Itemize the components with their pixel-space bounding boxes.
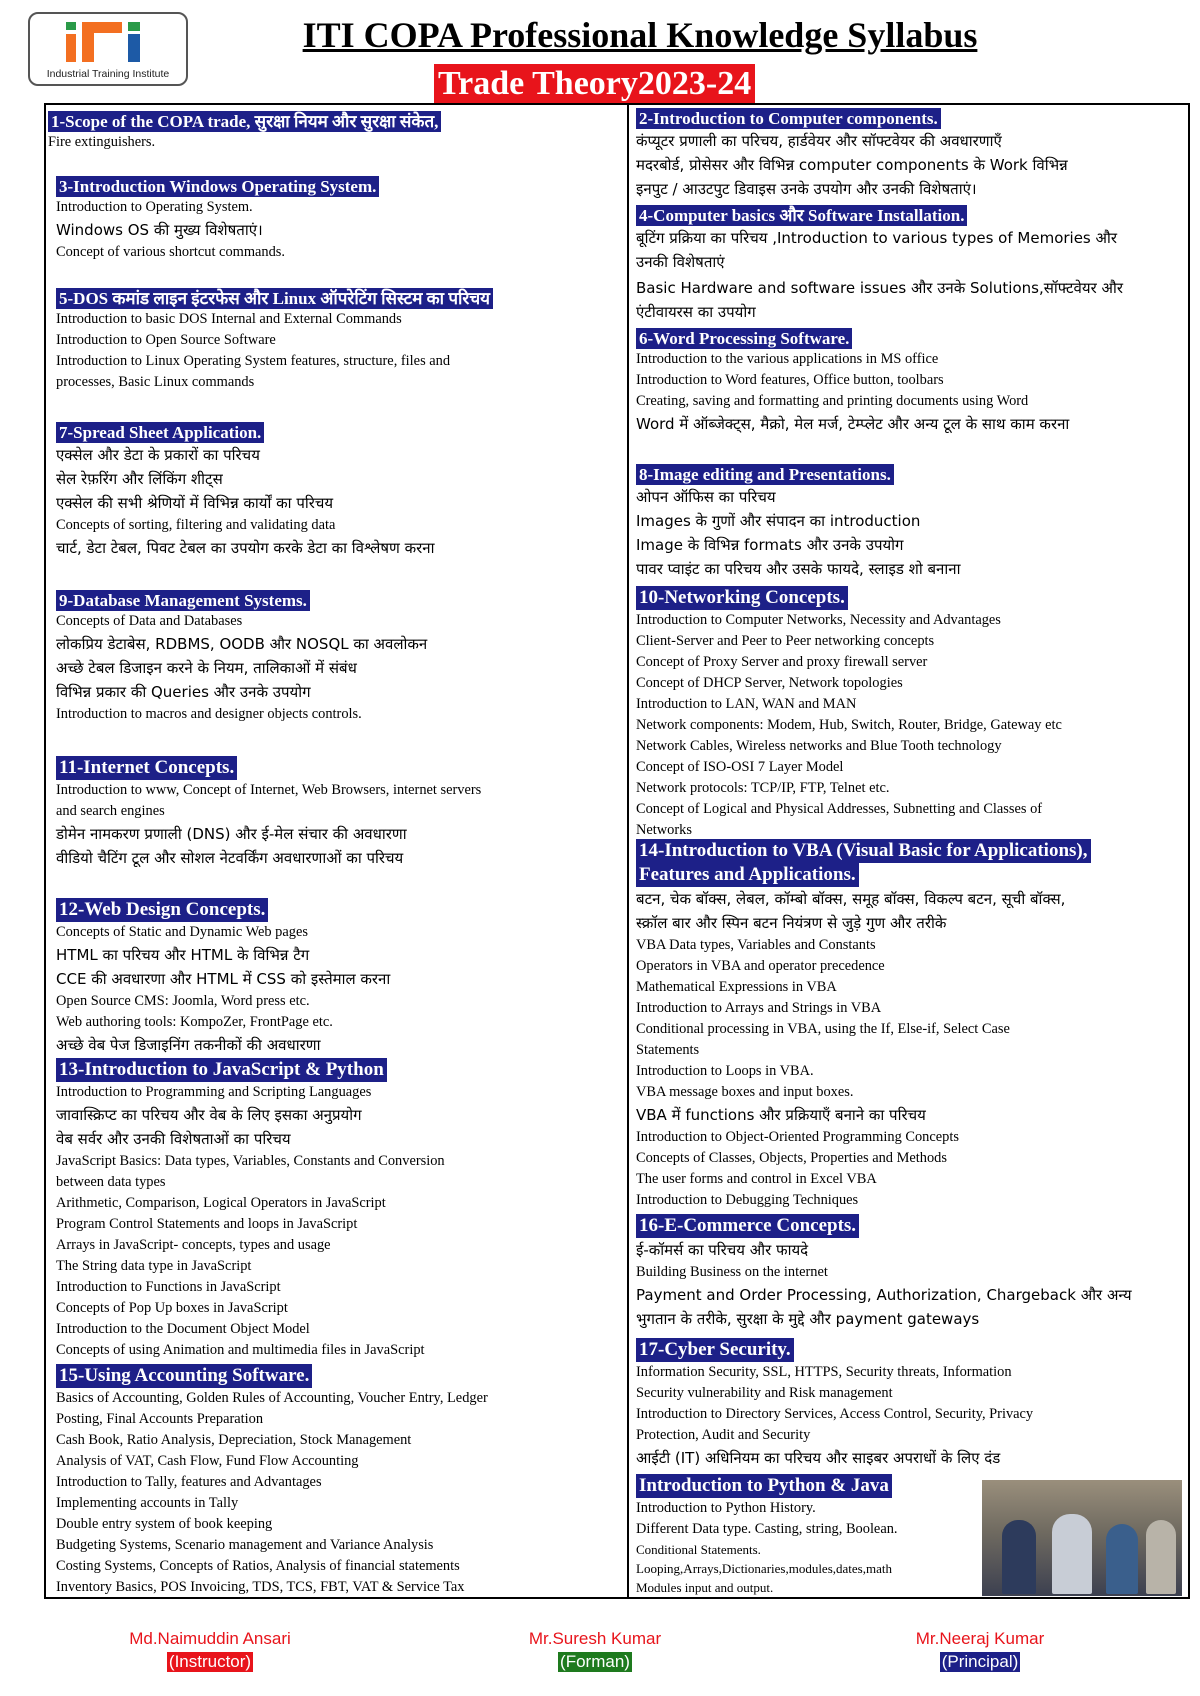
section-line: Concept of various shortcut commands. (56, 244, 286, 260)
section-line: Concepts of Pop Up boxes in JavaScript (56, 1300, 288, 1316)
section-line: वेब सर्वर और उनकी विशेषताओं का परिचय (56, 1130, 291, 1148)
section-line: Program Control Statements and loops in JavaScript (56, 1216, 358, 1232)
section-line: Arrays in JavaScript- concepts, types and usage (56, 1237, 331, 1253)
section-line: Concepts of using Animation and multimedia files in JavaScript (56, 1342, 425, 1358)
section-line: Images के गुणों और संपादन का introduction (636, 512, 921, 530)
section-heading: 3-Introduction Windows Operating System. (56, 176, 379, 197)
section-line: चार्ट, डेटा टेबल, पिवट टेबल का उपयोग करके डेटा का विश्लेषण करना (56, 539, 435, 557)
page-subtitle: Trade Theory2023-24 (434, 64, 755, 104)
section-heading: 14-Introduction to VBA (Visual Basic for Applications), (636, 839, 1091, 863)
section-line: Concept of ISO-OSI 7 Layer Model (636, 759, 844, 775)
section-line: विभिन्न प्रकार की Queries और उनके उपयोग (56, 683, 311, 701)
section-line: Budgeting Systems, Scenario management and Variance Analysis (56, 1537, 434, 1553)
section-line: Introduction to Linux Operating System features, structure, files and (56, 353, 451, 369)
section-17 (636, 1338, 1033, 1470)
section-line: Mathematical Expressions in VBA (636, 979, 837, 995)
section-16 (636, 1214, 1132, 1331)
section-6 (636, 328, 1069, 436)
section-line: एंटीवायरस का उपयोग (636, 303, 756, 321)
section-line: Introduction to Operating System. (56, 199, 253, 215)
section-line: Operators in VBA and operator precedence (636, 958, 885, 974)
section-12 (56, 898, 390, 1057)
section-line: Client-Server and Peer to Peer networking concepts (636, 633, 935, 649)
section-line: Inventory Basics, POS Invoicing, TDS, TCS, FBT, VAT & Service Tax (56, 1579, 465, 1595)
signature-role: (Forman) (560, 1652, 630, 1671)
section-line: Posting, Final Accounts Preparation (56, 1411, 264, 1427)
section-heading: 7-Spread Sheet Application. (56, 422, 264, 443)
section-line: Introduction to Python History. (636, 1500, 816, 1516)
section-line: मदरबोर्ड, प्रोसेसर और विभिन्न computer components के Work विभिन्न (636, 156, 1068, 174)
section-line: कंप्यूटर प्रणाली का परिचय, हार्डवेयर और सॉफ्टवेयर की अवधारणाएँ (636, 132, 1002, 150)
section-heading: 12-Web Design Concepts. (56, 898, 268, 922)
section-8 (636, 464, 960, 581)
signature-instructor (100, 1628, 320, 1672)
section-line: Concept of DHCP Server, Network topologies (636, 675, 903, 691)
section-line: Different Data type. Casting, string, Boolean. (636, 1521, 898, 1537)
section-line: Introduction to Word features, Office button, toolbars (636, 372, 944, 388)
section-line: ओपन ऑफिस का परिचय (636, 488, 776, 506)
section-line: Cash Book, Ratio Analysis, Depreciation, Stock Management (56, 1432, 412, 1448)
section-line: Basics of Accounting, Golden Rules of Accounting, Voucher Entry, Ledger (56, 1390, 488, 1406)
section-line: पावर प्वाइंट का परिचय और उसके फायदे, स्लाइड शो बनाना (636, 560, 961, 578)
section-line: Introduction to basic DOS Internal and External Commands (56, 311, 402, 327)
section-line: अच्छे टेबल डिजाइन करने के नियम, तालिकाओं में संबंध (56, 659, 357, 677)
section-line: डोमेन नामकरण प्रणाली (DNS) और ई-मेल संचार की अवधारणा (56, 825, 407, 843)
section-line: Introduction to Functions in JavaScript (56, 1279, 281, 1295)
section-heading: 13-Introduction to JavaScript & Python (56, 1058, 387, 1082)
section-line: Conditional processing in VBA, using the If, Else-if, Select Case (636, 1021, 1010, 1037)
section-heading: 6-Word Processing Software. (636, 328, 852, 349)
section-heading: 11-Internet Concepts. (56, 756, 237, 780)
section-line: भुगतान के तरीके, सुरक्षा के मुद्दे और payment gateways (636, 1310, 980, 1328)
section-4 (636, 205, 1123, 324)
section-line: Creating, saving and formatting and printing documents using Word (636, 393, 1029, 409)
section-line: Introduction to Arrays and Strings in VBA (636, 1000, 882, 1016)
section-heading: 9-Database Management Systems. (56, 590, 310, 611)
section-line: Image के विभिन्न formats और उनके उपयोग (636, 536, 904, 554)
section-line: बूटिंग प्रक्रिया का परिचय ,Introduction to various types of Memories और (636, 229, 1117, 247)
section-line: Information Security, SSL, HTTPS, Security threats, Information (636, 1364, 1012, 1380)
section-line: Basic Hardware and software issues और उनके Solutions,सॉफ्टवेयर और (636, 279, 1123, 297)
section-13 (56, 1058, 445, 1361)
section-heading: 4-Computer basics और Software Installation. (636, 205, 967, 226)
section-heading: 17-Cyber Security. (636, 1338, 794, 1362)
section-line: Introduction to the various applications in MS office (636, 351, 939, 367)
section-line: Costing Systems, Concepts of Ratios, Analysis of financial statements (56, 1558, 460, 1574)
section-line: and search engines (56, 803, 165, 819)
signature-role: (Principal) (941, 1652, 1019, 1671)
section-10 (636, 586, 1062, 841)
section-line: Open Source CMS: Joomla, Word press etc. (56, 993, 310, 1009)
section-line: HTML का परिचय और HTML के विभिन्न टैग (56, 946, 310, 964)
logo-caption: Industrial Training Institute (46, 68, 170, 80)
section-line: Network components: Modem, Hub, Switch, Router, Bridge, Gateway etc (636, 717, 1062, 733)
section-9 (56, 590, 427, 725)
section-5 (56, 288, 493, 393)
iti-logo-mark (64, 20, 156, 64)
section-line: Payment and Order Processing, Authorization, Chargeback और अन्य (636, 1286, 1132, 1304)
iti-logo (28, 12, 188, 86)
section-line: Double entry system of book keeping (56, 1516, 273, 1532)
section-line: processes, Basic Linux commands (56, 374, 255, 390)
section-line: Networks (636, 822, 692, 838)
signature-role: (Instructor) (168, 1652, 252, 1671)
section-line: Introduction to Open Source Software (56, 332, 276, 348)
section-line: एक्सेल की सभी श्रेणियों में विभिन्न कार्यों का परिचय (56, 494, 334, 512)
section-line: लोकप्रिय डेटाबेस, RDBMS, OODB और NOSQL का अवलोकन (56, 635, 428, 653)
section-line: आईटी (IT) अधिनियम का परिचय और साइबर अपराधों के लिए दंड (636, 1449, 1001, 1467)
section-heading: 1-Scope of the COPA trade, सुरक्षा नियम और सुरक्षा संकेत, (48, 111, 441, 132)
section-14 (636, 839, 1091, 1211)
section-15 (56, 1364, 488, 1598)
section-line: Concepts of Data and Databases (56, 613, 243, 629)
section-heading: 5-DOS कमांड लाइन इंटरफेस और Linux ऑपरेटिंग सिस्टम का परिचय (56, 288, 493, 309)
section-line: VBA message boxes and input boxes. (636, 1084, 854, 1100)
section-line: जावास्क्रिप्ट का परिचय और वेब के लिए इसका अनुप्रयोग (56, 1106, 362, 1124)
section-heading: 10-Networking Concepts. (636, 586, 848, 610)
section-1 (48, 111, 441, 153)
section-line: स्क्रॉल बार और स्पिन बटन नियंत्रण से जुड़े गुण और तरीके (636, 914, 947, 932)
section-7 (56, 422, 435, 560)
section-line: Introduction to Directory Services, Access Control, Security, Privacy (636, 1406, 1034, 1422)
section-line: Introduction to Tally, features and Advantages (56, 1474, 322, 1490)
section-line: Network protocols: TCP/IP, FTP, Telnet etc. (636, 780, 890, 796)
section-heading: 16-E-Commerce Concepts. (636, 1214, 859, 1238)
section-line: CCE की अवधारणा और HTML में CSS को इस्तेमाल करना (56, 970, 391, 988)
section-line: Word में ऑब्जेक्ट्स, मैक्रो, मेल मर्ज, टेम्प्लेट और अन्य टूल के साथ काम करना (636, 415, 1070, 433)
section-heading-cont: Features and Applications. (636, 863, 859, 887)
section-line: between data types (56, 1174, 166, 1190)
section-line: सेल रेफ़रिंग और लिंकिंग शीट्स (56, 470, 223, 488)
section-heading: 8-Image editing and Presentations. (636, 464, 894, 485)
section-line: Concepts of Classes, Objects, Properties and Methods (636, 1150, 947, 1166)
section-heading: Introduction to Python & Java (636, 1474, 892, 1498)
section-line: Windows OS की मुख्य विशेषताएं। (56, 221, 263, 239)
signature-name: Mr.Suresh Kumar (528, 1629, 662, 1648)
section-line: एक्सेल और डेटा के प्रकारों का परिचय (56, 446, 260, 464)
section-line: ई-कॉमर्स का परिचय और फायदे (636, 1241, 809, 1259)
section-line: Protection, Audit and Security (636, 1427, 811, 1443)
section-line: उनकी विशेषताएं (636, 253, 725, 271)
section-line: Introduction to LAN, WAN and MAN (636, 696, 857, 712)
section-line: Looping,Arrays,Dictionaries,modules,dates,math (636, 1561, 892, 1576)
section-line: The String data type in JavaScript (56, 1258, 252, 1274)
section-line: Fire extinguishers. (48, 134, 156, 150)
section-line: The user forms and control in Excel VBA (636, 1171, 877, 1187)
section-line: VBA में functions और प्रक्रियाएँ बनाने का परिचय (636, 1106, 926, 1124)
section-line: Implementing accounts in Tally (56, 1495, 239, 1511)
page-title: ITI COPA Professional Knowledge Syllabus (302, 15, 978, 55)
section-line: Introduction to Debugging Techniques (636, 1192, 859, 1208)
section-python-java (636, 1474, 898, 1597)
section-line: इनपुट / आउटपुट डिवाइस उनके उपयोग और उनकी विशेषताएं। (636, 180, 977, 198)
section-line: Introduction to Programming and Scripting Languages (56, 1084, 372, 1100)
signature-forman (490, 1628, 700, 1672)
signature-name: Md.Naimuddin Ansari (129, 1629, 291, 1648)
section-line: Introduction to the Document Object Model (56, 1321, 310, 1337)
classroom-photo (982, 1480, 1182, 1596)
section-3 (56, 176, 379, 263)
section-line: Statements (636, 1042, 700, 1058)
section-line: Arithmetic, Comparison, Logical Operators in JavaScript (56, 1195, 386, 1211)
section-heading: 15-Using Accounting Software. (56, 1364, 312, 1388)
section-line: Concepts of Static and Dynamic Web pages (56, 924, 308, 940)
section-line: Security vulnerability and Risk management (636, 1385, 893, 1401)
section-line: Introduction to Loops in VBA. (636, 1063, 814, 1079)
section-line: Introduction to Computer Networks, Necessity and Advantages (636, 612, 1001, 628)
section-line: वीडियो चैटिंग टूल और सोशल नेटवर्किंग अवधारणाओं का परिचय (56, 849, 404, 867)
column-divider (627, 103, 629, 1599)
section-line: Introduction to macros and designer objects controls. (56, 706, 362, 722)
section-line: Concepts of sorting, filtering and validating data (56, 517, 336, 533)
section-line: Introduction to Object-Oriented Programming Concepts (636, 1129, 959, 1145)
section-line: Concept of Logical and Physical Addresses, Subnetting and Classes of (636, 801, 1043, 817)
section-line: Network Cables, Wireless networks and Blue Tooth technology (636, 738, 1002, 754)
section-line: Modules input and output. (636, 1580, 774, 1595)
section-line: Concept of Proxy Server and proxy firewall server (636, 654, 928, 670)
section-line: JavaScript Basics: Data types, Variables, Constants and Conversion (56, 1153, 445, 1169)
section-11 (56, 756, 481, 870)
section-line: Conditional Statements. (636, 1542, 761, 1557)
signature-principal (880, 1628, 1080, 1672)
section-line: Building Business on the internet (636, 1264, 828, 1280)
section-heading: 2-Introduction to Computer components. (636, 108, 941, 129)
section-line: अच्छे वेब पेज डिजाइनिंग तकनीकों की अवधारणा (56, 1036, 321, 1054)
section-line: बटन, चेक बॉक्स, लेबल, कॉम्बो बॉक्स, समूह बॉक्स, विकल्प बटन, सूची बॉक्स, (636, 890, 1066, 908)
section-line: Analysis of VAT, Cash Flow, Fund Flow Accounting (56, 1453, 359, 1469)
signature-name: Mr.Neeraj Kumar (915, 1629, 1045, 1648)
section-line: Web authoring tools: KompoZer, FrontPage etc. (56, 1014, 333, 1030)
section-2 (636, 108, 1068, 201)
section-line: Introduction to www, Concept of Internet, Web Browsers, internet servers (56, 782, 482, 798)
section-line: VBA Data types, Variables and Constants (636, 937, 876, 953)
